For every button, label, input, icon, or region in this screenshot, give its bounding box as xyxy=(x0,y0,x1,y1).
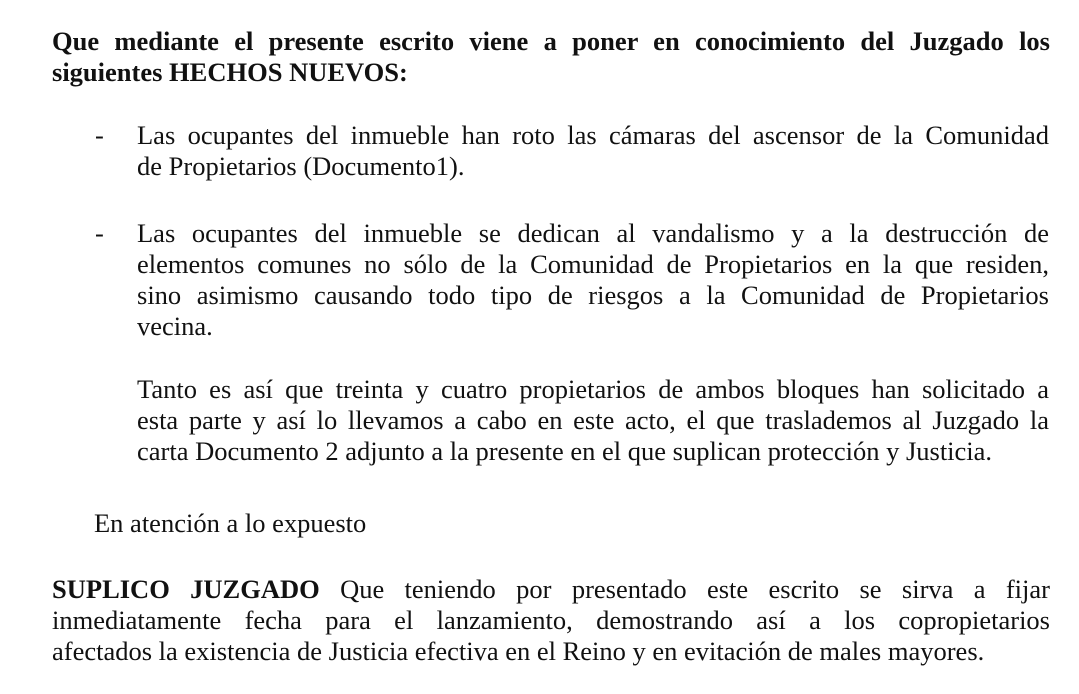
list-item-text xyxy=(137,120,1049,182)
list-item-line: de Propietarios (Documento1). xyxy=(137,151,465,181)
document-heading xyxy=(52,26,1050,88)
paragraph-text xyxy=(137,374,1049,467)
attention-line: En atención a lo expuesto xyxy=(94,508,367,538)
suplico-line-2: inmediatamente fecha para el lanzamiento, demostrando así a los copropietarios xyxy=(52,605,1050,635)
paragraph-line: esta parte y así lo llevamos a cabo en este acto, el que traslademos al Juzgado la xyxy=(137,405,1049,435)
paragraph-line: Tanto es así que treinta y cuatro propietarios de ambos bloques han solicitado a xyxy=(137,374,1049,404)
heading-line-2: siguientes HECHOS NUEVOS: xyxy=(52,57,408,87)
list-bullet: - xyxy=(95,218,104,248)
suplico-label: SUPLICO JUZGADO xyxy=(52,574,320,604)
list-item-line: Las ocupantes del inmueble se dedican al vandalismo y a la destrucción de xyxy=(137,218,1049,248)
suplico-line-1 xyxy=(52,574,1050,605)
suplico-paragraph xyxy=(52,574,1050,667)
suplico-line-1-text: Que teniendo por presentado este escrito se sirva a fijar xyxy=(340,574,1050,604)
list-item-text xyxy=(137,218,1049,342)
list-item-line: elementos comunes no sólo de la Comunidad de Propietarios en la que residen, xyxy=(137,249,1049,279)
suplico-line-3: afectados la existencia de Justicia efectiva en el Reino y en evitación de males mayores. xyxy=(52,636,985,666)
list-item-line: Las ocupantes del inmueble han roto las cámaras del ascensor de la Comunidad xyxy=(137,120,1049,150)
heading-line-1: Que mediante el presente escrito viene a poner en conocimiento del Juzgado los xyxy=(52,26,1050,56)
list-bullet: - xyxy=(95,120,104,150)
paragraph-line: carta Documento 2 adjunto a la presente en el que suplican protección y Justicia. xyxy=(137,436,993,466)
list-item-line: sino asimismo causando todo tipo de riesgos a la Comunidad de Propietarios xyxy=(137,280,1049,310)
list-item-line: vecina. xyxy=(137,311,213,341)
